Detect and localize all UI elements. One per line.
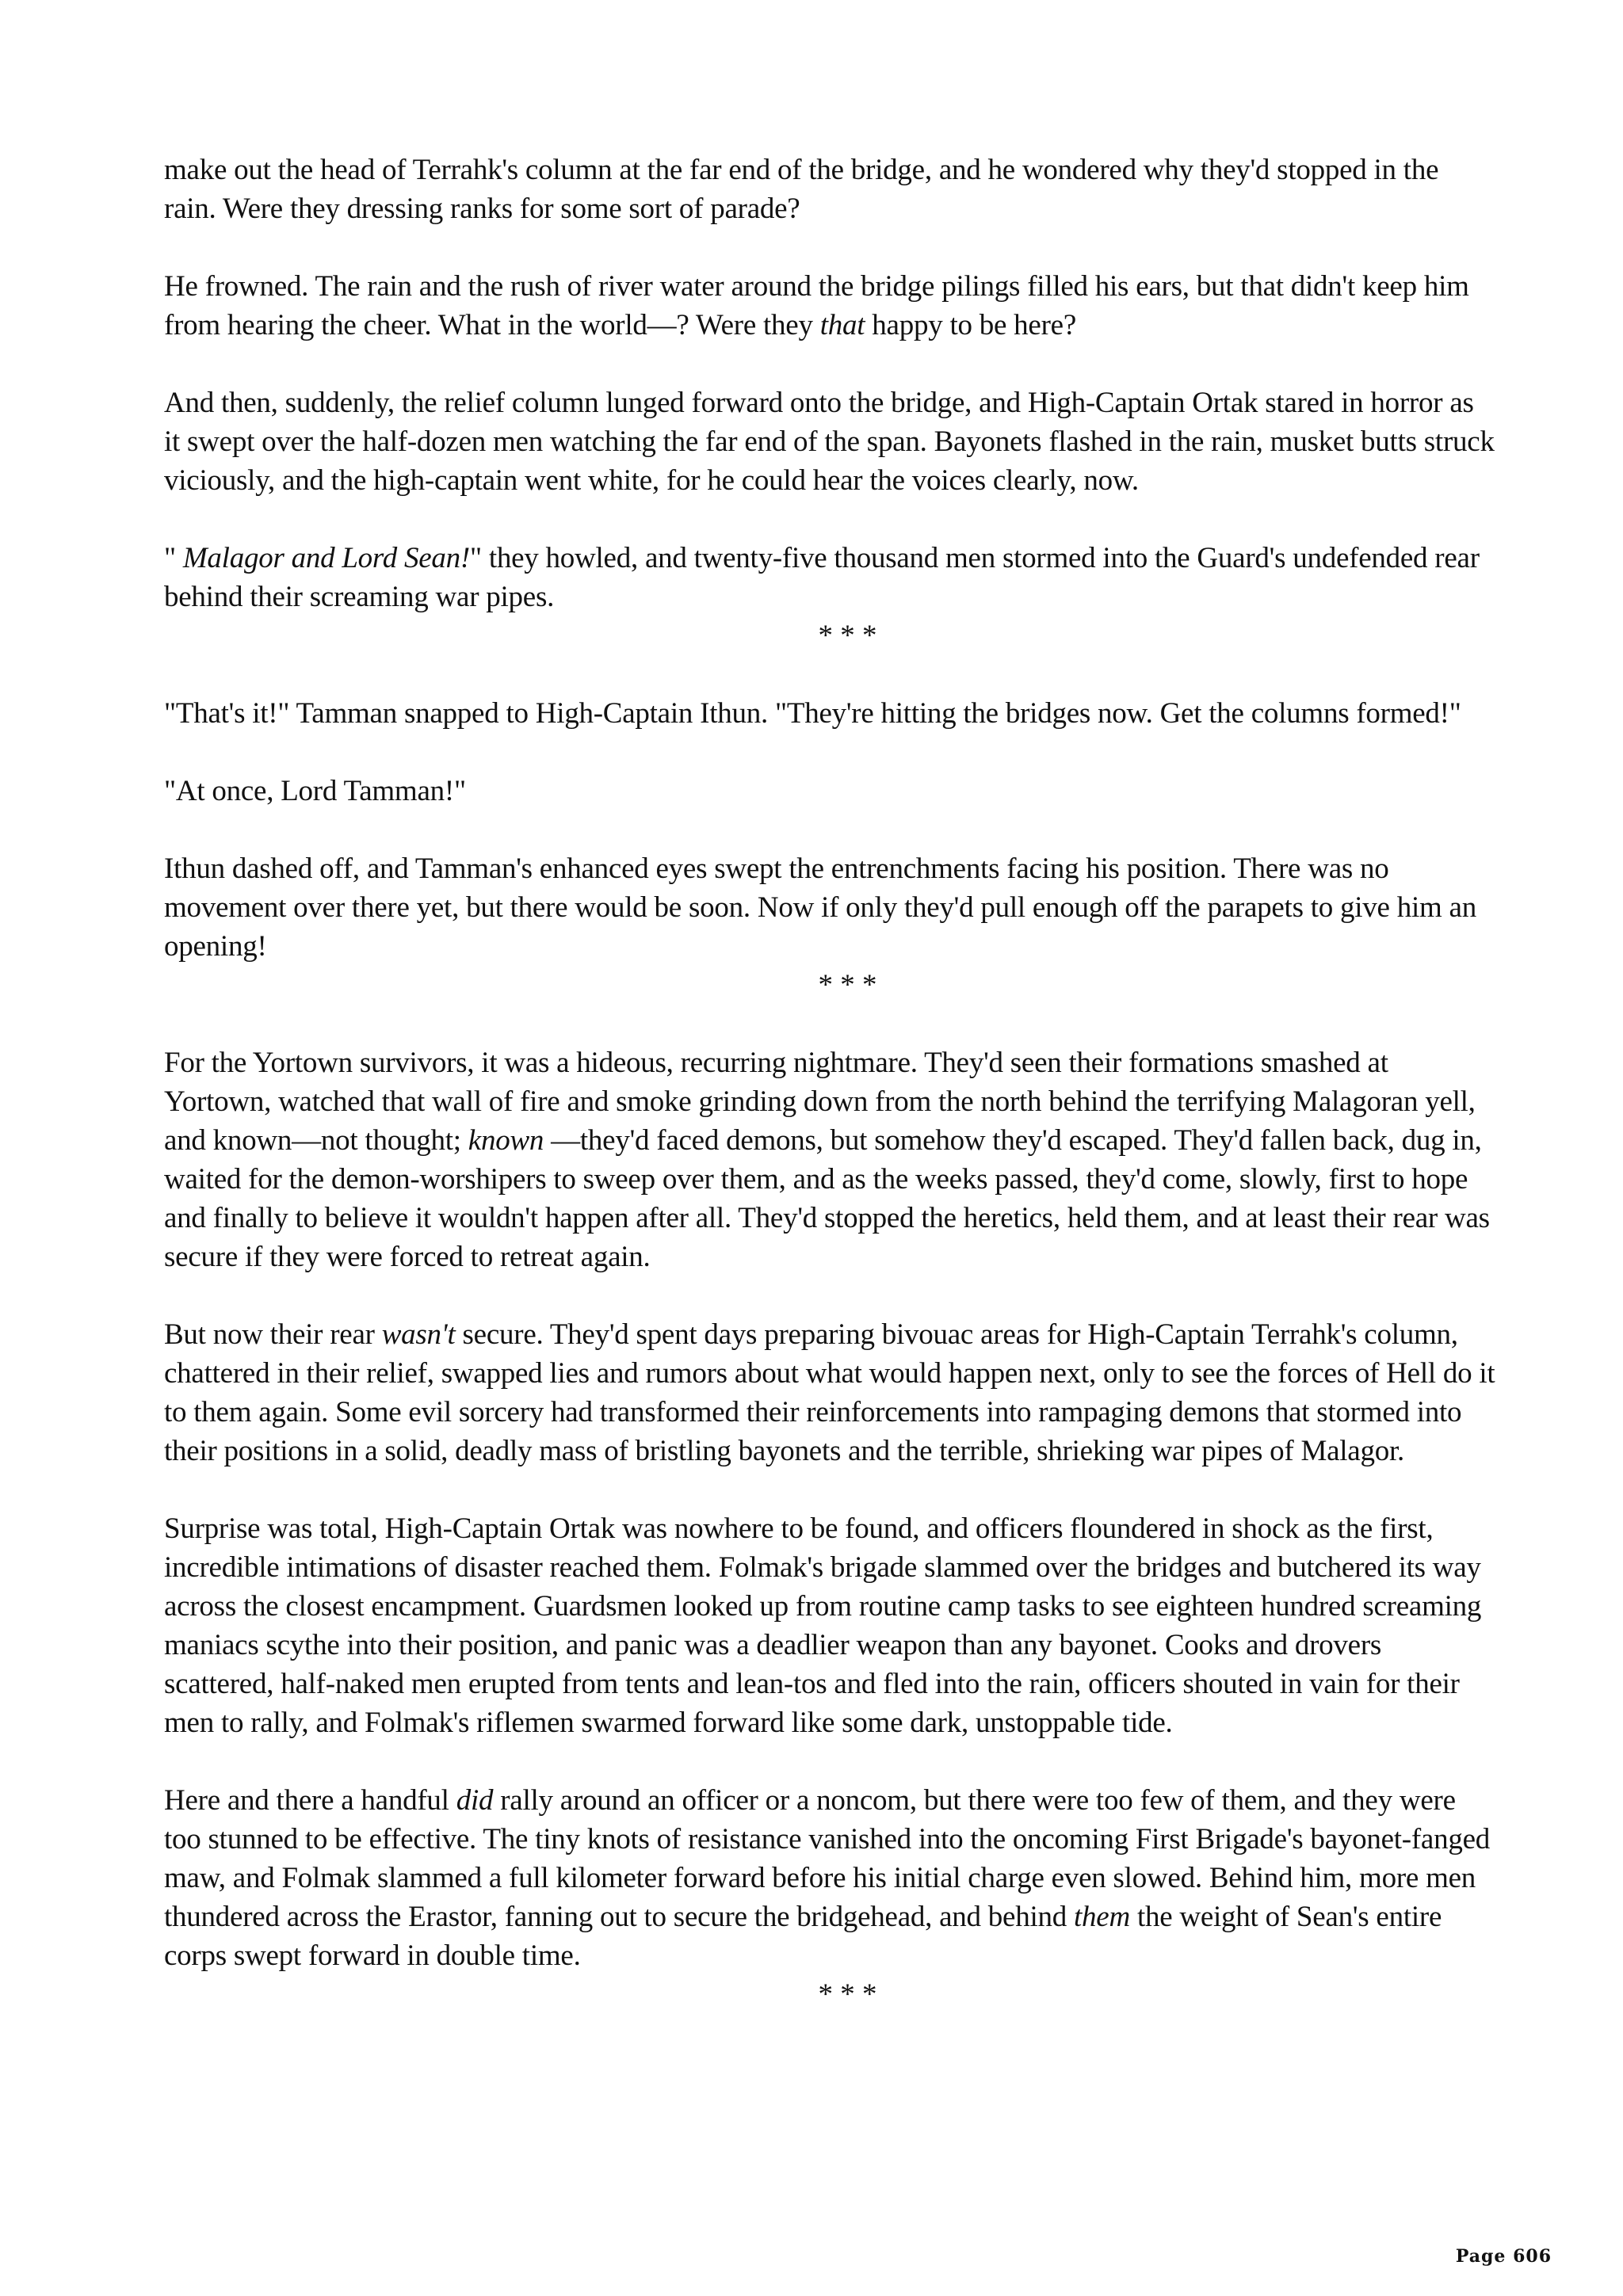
italic-emphasis: that bbox=[819, 309, 865, 341]
paragraph: "At once, Lord Tamman!" bbox=[164, 775, 466, 807]
paragraph: " Malagor and Lord Sean!" they howled, and twenty-five thousand men stormed into the Guard's undefended rear behind their screaming war pipes. bbox=[164, 542, 1480, 613]
scene-break: * * * bbox=[818, 620, 877, 652]
body-text bbox=[164, 151, 1495, 2014]
paragraph: Surprise was total, High-Captain Ortak was nowhere to be found, and officers floundered in shock as the first, incredible intimations of disaster reached them. Folmak's brigade slammed over the bridges and butchered its way across the closest encampment. Guardsmen looked up from routine camp tasks to see eighteen hundred screaming maniacs scythe into their position, and panic was a deadlier weapon than any bayonet. Cooks and drovers scattered, half-naked men erupted from tents and lean-tos and fled into the rain, officers shouted in vain for their men to rally, and Folmak's riflemen swarmed forward like some dark, unstoppable tide. bbox=[164, 1512, 1482, 1739]
scene-break: * * * bbox=[818, 1978, 877, 2011]
paragraph: He frowned. The rain and the rush of river water around the bridge pilings filled his ears, but that didn't keep him from hearing the cheer. What in the world—? Were they that happy to be here? bbox=[164, 270, 1469, 341]
italic-emphasis: known bbox=[468, 1124, 544, 1157]
italic-emphasis: wasn't bbox=[381, 1318, 456, 1351]
italic-emphasis: them bbox=[1074, 1901, 1130, 1933]
paragraph: Here and there a handful did rally around an officer or a noncom, but there were too few of them, and they were too stunned to be effective. The tiny knots of resistance vanished into the oncoming First Brigade's bayonet-fanged maw, and Folmak slammed a full kilometer forward before his initial charge even slowed. Behind him, more men thundered across the Erastor, fanning out to secure the bridgehead, and behind them the weight of Sean's entire corps swept forward in double time. bbox=[164, 1784, 1491, 1972]
page-number: Page 606 bbox=[1455, 2246, 1552, 2267]
paragraph: Ithun dashed off, and Tamman's enhanced eyes swept the entrenchments facing his position. There was no movement over there yet, but there would be soon. Now if only they'd pull enough off the parapets to give him an opening! bbox=[164, 852, 1476, 963]
scene-break: * * * bbox=[818, 969, 877, 1001]
paragraph: "That's it!" Tamman snapped to High-Captain Ithun. "They're hitting the bridges now. Get the columns formed!" bbox=[164, 697, 1461, 730]
paragraph: But now their rear wasn't secure. They'd spent days preparing bivouac areas for High-Captain Terrahk's column, chattered in their relief, swapped lies and rumors about what would happen next, only to see the forces of Hell do it to them again. Some evil sorcery had transformed their reinforcements into rampaging demons that stormed into their positions in a solid, deadly mass of bristling bayonets and the terrible, shrieking war pipes of Malagor. bbox=[164, 1318, 1495, 1467]
italic-emphasis: did bbox=[456, 1784, 494, 1817]
paragraph: And then, suddenly, the relief column lunged forward onto the bridge, and High-Captain Ortak stared in horror as it swept over the half-dozen men watching the far end of the span. Bayonets flashed in the rain, musket butts struck viciously, and the high-captain went white, for he could hear the voices clearly, now. bbox=[164, 387, 1495, 497]
paragraph: make out the head of Terrahk's column at the far end of the bridge, and he wondered why they'd stopped in the rain. Were they dressing ranks for some sort of parade? bbox=[164, 154, 1439, 225]
paragraph: For the Yortown survivors, it was a hideous, recurring nightmare. They'd seen their formations smashed at Yortown, watched that wall of fire and smoke grinding down from the north behind the terrifying Malagoran yell, and known—not thought; known —they'd faced demons, but somehow they'd escaped. They'd fallen back, dug in, waited for the demon-worshipers to sweep over them, and as the weeks passed, they'd come, slowly, first to hope and finally to believe it wouldn't happen after all. They'd stopped the heretics, held them, and at least their rear was secure if they were forced to retreat again. bbox=[164, 1047, 1490, 1273]
italic-emphasis: Malagor and Lord Sean! bbox=[182, 542, 470, 574]
